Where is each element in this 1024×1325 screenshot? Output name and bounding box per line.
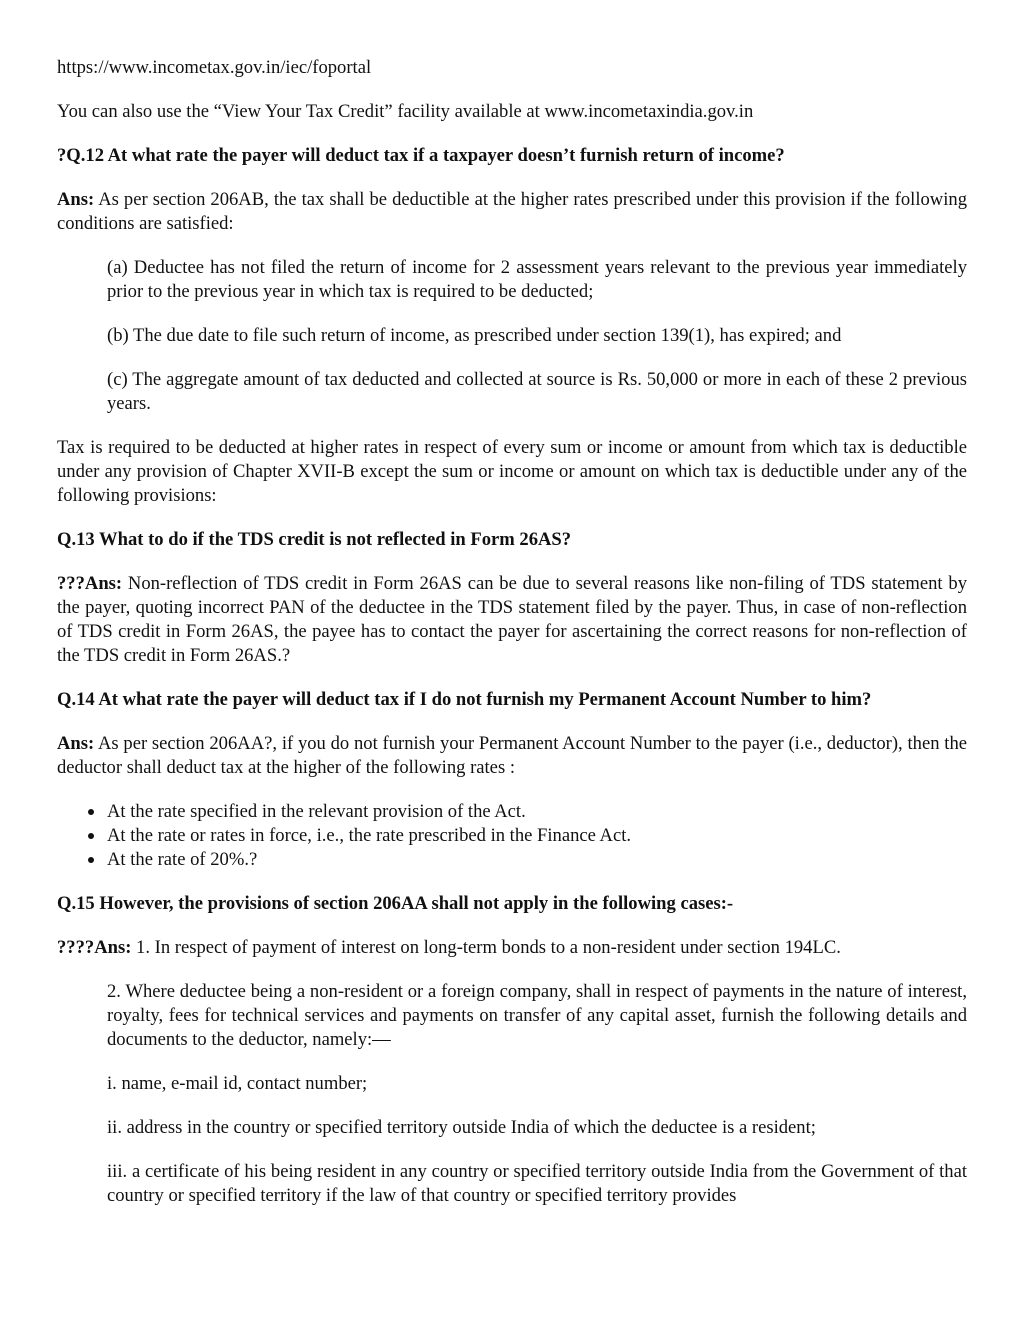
answer-text: As per section 206AB, the tax shall be deductible at the higher rates prescribed under this provision if the following conditions are satisfied:: [57, 189, 967, 234]
answer-text: Non-reflection of TDS credit in Form 26AS can be due to several reasons like non-filing of TDS statement by the payer, quoting incorrect PAN of the deductee in the TDS statement filed by the payer. Thus, in case of non-reflection of TDS credit in Form 26AS, the payee has to contact the payer for ascertaining the correct reasons for non-reflection of the TDS credit in Form 26AS.?: [57, 573, 967, 666]
answer-label: Ans:: [57, 189, 95, 210]
question-13: Q.13 What to do if the TDS credit is not reflected in Form 26AS?: [57, 529, 572, 550]
list-item: [107, 848, 967, 872]
answer-text: 1. In respect of payment of interest on long-term bonds to a non-resident under section 194LC.: [131, 937, 841, 958]
point-2: 2. Where deductee being a non-resident or a foreign company, shall in respect of payments in the nature of interest, royalty, fees for technical services and payments on transfer of any capital asset, furnish the following details and documents to the deductor, namely:—: [107, 981, 967, 1050]
tax-credit-note: You can also use the “View Your Tax Credit” facility available at www.incometaxindia.gov.in: [57, 101, 754, 122]
answer-label: ???Ans:: [57, 573, 123, 594]
answer-13: [57, 572, 967, 668]
question-14: Q.14 At what rate the payer will deduct tax if I do not furnish my Permanent Account Number to him?: [57, 689, 872, 710]
condition-b: (b) The due date to file such return of income, as prescribed under section 139(1), has expired; and: [107, 325, 842, 346]
portal-url: https://www.incometax.gov.in/iec/foportal: [57, 57, 372, 78]
answer-text: As per section 206AA?, if you do not furnish your Permanent Account Number to the payer (i.e., deductor), then the deductor shall deduct tax at the higher of the following rates :: [57, 733, 967, 778]
list-item-text: At the rate or rates in force, i.e., the rate prescribed in the Finance Act.: [107, 825, 632, 846]
question-15: Q.15 However, the provisions of section 206AA shall not apply in the following cases:-: [57, 893, 734, 914]
question-12: ?Q.12 At what rate the payer will deduct tax if a taxpayer doesn’t furnish return of income?: [57, 145, 785, 166]
list-item-text: At the rate of 20%.?: [107, 849, 258, 870]
condition-a: (a) Deductee has not filed the return of income for 2 assessment years relevant to the previous year immediately prior to the previous year in which tax is required to be deducted;: [107, 257, 967, 302]
higher-rate-paragraph: Tax is required to be deducted at higher rates in respect of every sum or income or amount from which tax is deductible under any provision of Chapter XVII-B except the sum or income or amount on which tax is deductible under any of the following provisions:: [57, 437, 967, 506]
answer-label: ????Ans:: [57, 937, 132, 958]
answer-15: [57, 936, 967, 960]
answer-14: [57, 732, 967, 780]
list-item: [107, 824, 967, 848]
list-item-text: At the rate specified in the relevant provision of the Act.: [107, 801, 526, 822]
bullet-icon: [88, 833, 94, 839]
bullet-icon: [88, 809, 94, 815]
answer-12: [57, 188, 967, 236]
bullet-icon: [88, 857, 94, 863]
condition-c: (c) The aggregate amount of tax deducted and collected at source is Rs. 50,000 or more in each of these 2 previous years.: [107, 369, 967, 414]
answer-label: Ans:: [57, 733, 95, 754]
detail-i: i. name, e-mail id, contact number;: [107, 1073, 368, 1094]
detail-iii: iii. a certificate of his being resident in any country or specified territory outside India from the Government of that country or specified territory if the law of that country or specified territory provides: [107, 1161, 967, 1206]
rate-list: [57, 800, 967, 872]
detail-ii: ii. address in the country or specified territory outside India of which the deductee is a resident;: [107, 1117, 816, 1138]
list-item: [107, 800, 967, 824]
